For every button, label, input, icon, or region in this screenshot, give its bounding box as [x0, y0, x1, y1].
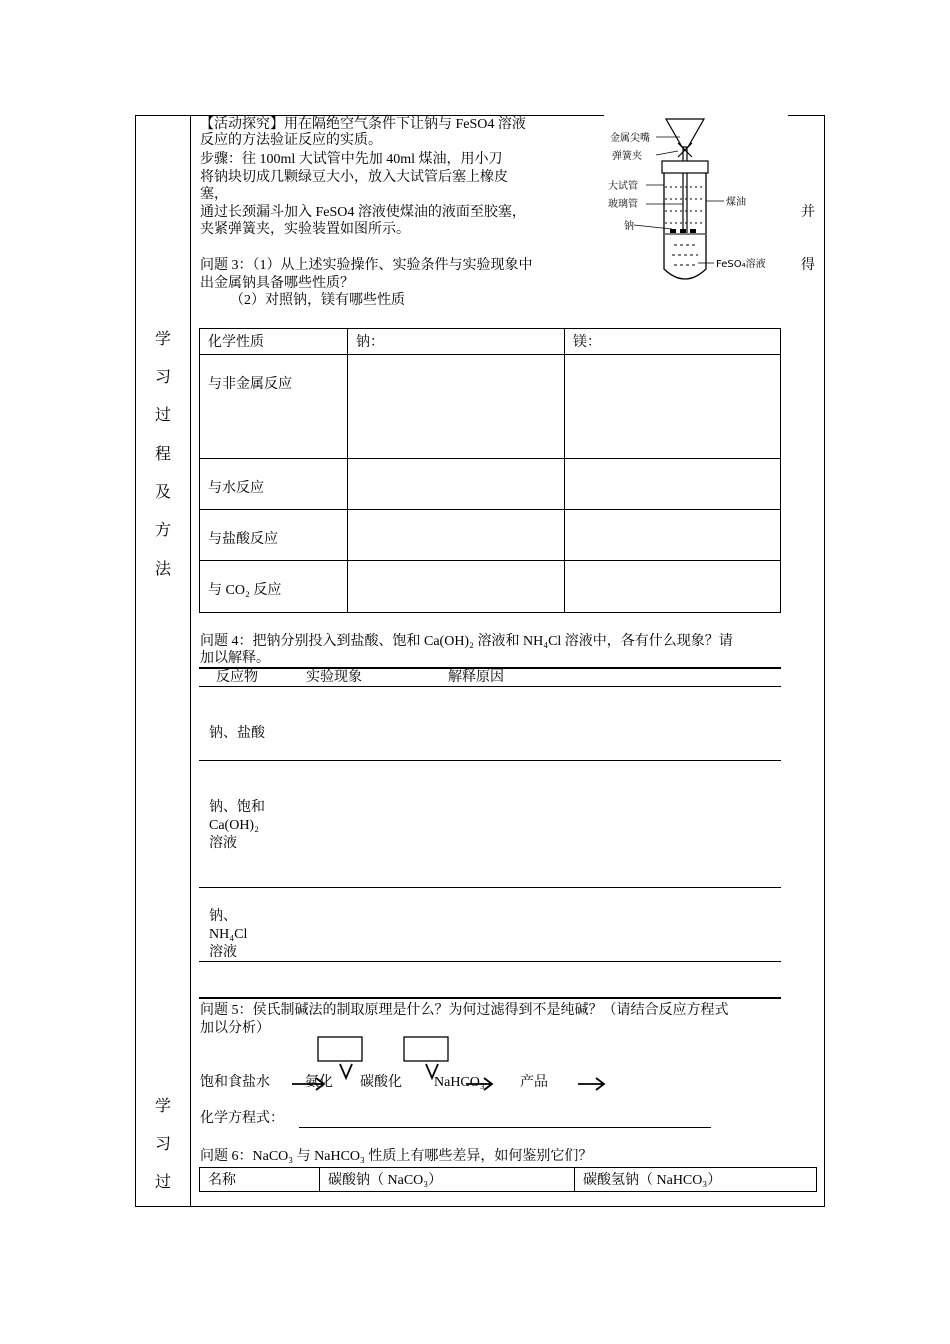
- q5-line: 问题 5：侯氏制碱法的制取原理是什么？为何过滤得到不是纯碱？（请结合反应方程式: [200, 1003, 729, 1018]
- q5-line: 加以分析）: [200, 1021, 270, 1036]
- rule-line: [199, 997, 781, 999]
- side-char: 方: [154, 520, 171, 539]
- q3-line: 出金属钠具备哪些性质？: [200, 276, 354, 291]
- q4-line: 加以解释。: [200, 651, 270, 666]
- activity-line: 塞，: [200, 187, 228, 202]
- figure-label: 玻璃管: [608, 199, 638, 210]
- side-char: 学: [154, 1096, 171, 1115]
- side-char: 过: [154, 1172, 171, 1191]
- activity-right-char: 得: [801, 258, 815, 273]
- apparatus-figure: [604, 113, 788, 285]
- down-arrow-icon: [340, 1064, 352, 1078]
- q4-row-label: 钠、饱和: [209, 800, 265, 815]
- table-cell: [565, 459, 781, 510]
- table-cell: [565, 561, 781, 613]
- right-arrow-icon: [578, 1078, 604, 1090]
- activity-line: 【活动探究】用在隔绝空气条件下让钠与 FeSO4 溶液: [200, 117, 526, 132]
- flow-label: 产品: [520, 1075, 548, 1090]
- activity-line: 夹紧弹簧夹，实验装置如图所示。: [200, 222, 410, 237]
- box-shape: [404, 1037, 448, 1061]
- table-cell: [348, 355, 565, 459]
- q4-row-label: 溶液: [209, 836, 237, 851]
- side-char: 及: [154, 482, 171, 501]
- side-char: 习: [154, 1134, 171, 1153]
- side-char: 法: [154, 559, 171, 578]
- equation-label: 化学方程式：: [200, 1111, 284, 1126]
- stopper-shape: [662, 161, 708, 173]
- activity-right-char: 并: [801, 205, 815, 220]
- table-header: 化学性质: [200, 329, 348, 355]
- side-char: 程: [154, 444, 171, 463]
- q4-line: 问题 4：把钠分别投入到盐酸、饱和 Ca(OH)₂ 溶液和 NH₄Cl 溶液中，各有什么现象？请: [200, 634, 733, 649]
- figure-label: 大试管: [608, 181, 638, 192]
- q3-line: （2）对照钠，镁有哪些性质: [230, 293, 405, 308]
- table-header: 名称: [200, 1168, 320, 1192]
- figure-label: 金属尖嘴: [610, 133, 650, 144]
- q4-row-label: 钠、盐酸: [209, 726, 265, 741]
- equation-blank-line: [299, 1127, 711, 1128]
- q3-line: 问题 3：（1）从上述实验操作、实验条件与实验现象中: [200, 258, 533, 273]
- table-header: 碳酸钠（ NaCO₃）: [320, 1168, 575, 1192]
- q4-header: 反应物: [216, 670, 258, 685]
- table-cell: [348, 459, 565, 510]
- rule-line: [199, 887, 781, 888]
- column-divider: [190, 115, 191, 1207]
- table-cell: [348, 510, 565, 561]
- activity-line: 反应的方法验证反应的实质。: [200, 133, 382, 148]
- table-row-label: 与水反应: [200, 459, 348, 510]
- flow-label: 碳酸化: [360, 1075, 402, 1090]
- properties-table: [199, 328, 781, 613]
- table-header: 碳酸氢钠（ NaHCO₃）: [575, 1168, 817, 1192]
- q4-row-label: 溶液: [209, 945, 237, 960]
- side-char: 学: [154, 329, 171, 348]
- table-header: 钠：: [348, 329, 565, 355]
- table-cell: [565, 510, 781, 561]
- rule-line: [199, 686, 781, 687]
- table-cell: [565, 355, 781, 459]
- carbonate-table: [199, 1167, 817, 1192]
- rule-line: [199, 667, 781, 669]
- activity-line: 通过长颈漏斗加入 FeSO4 溶液使煤油的液面至胶塞，: [200, 205, 526, 220]
- side-char: 习: [154, 367, 171, 386]
- figure-label: 钠: [624, 221, 634, 232]
- q4-header: 解释原因: [448, 670, 504, 685]
- q4-row-label: 钠、: [209, 909, 237, 924]
- figure-label: 弹簧夹: [612, 151, 642, 162]
- table-row-label: 与 CO₂ 反应: [200, 561, 348, 613]
- flow-label: 氨化: [305, 1075, 333, 1090]
- figure-label: 煤油: [726, 197, 746, 208]
- rule-line: [199, 961, 781, 962]
- table-cell: [348, 561, 565, 613]
- figure-label: FeSO₄溶液: [716, 259, 766, 270]
- q6-line: 问题 6：NaCO₃ 与 NaHCO₃ 性质上有哪些差异，如何鉴别它们？: [200, 1149, 593, 1164]
- table-row-label: 与非金属反应: [200, 355, 348, 459]
- flow-label: 饱和食盐水: [200, 1075, 270, 1090]
- rule-line: [199, 760, 781, 761]
- activity-line: 将钠块切成几颗绿豆大小，放入大试管后塞上橡皮: [200, 170, 508, 185]
- table-row-label: 与盐酸反应: [200, 510, 348, 561]
- q4-row-label: Ca(OH)₂: [209, 818, 259, 833]
- flow-label: NaHCO₃: [434, 1075, 485, 1090]
- activity-line: 步骤：往 100ml 大试管中先加 40ml 煤油，用小刀: [200, 152, 503, 167]
- table-header: 镁：: [565, 329, 781, 355]
- q4-header: 实验现象: [306, 670, 362, 685]
- box-shape: [318, 1037, 362, 1061]
- q4-row-label: NH₄Cl: [209, 927, 248, 942]
- side-char: 过: [154, 405, 171, 424]
